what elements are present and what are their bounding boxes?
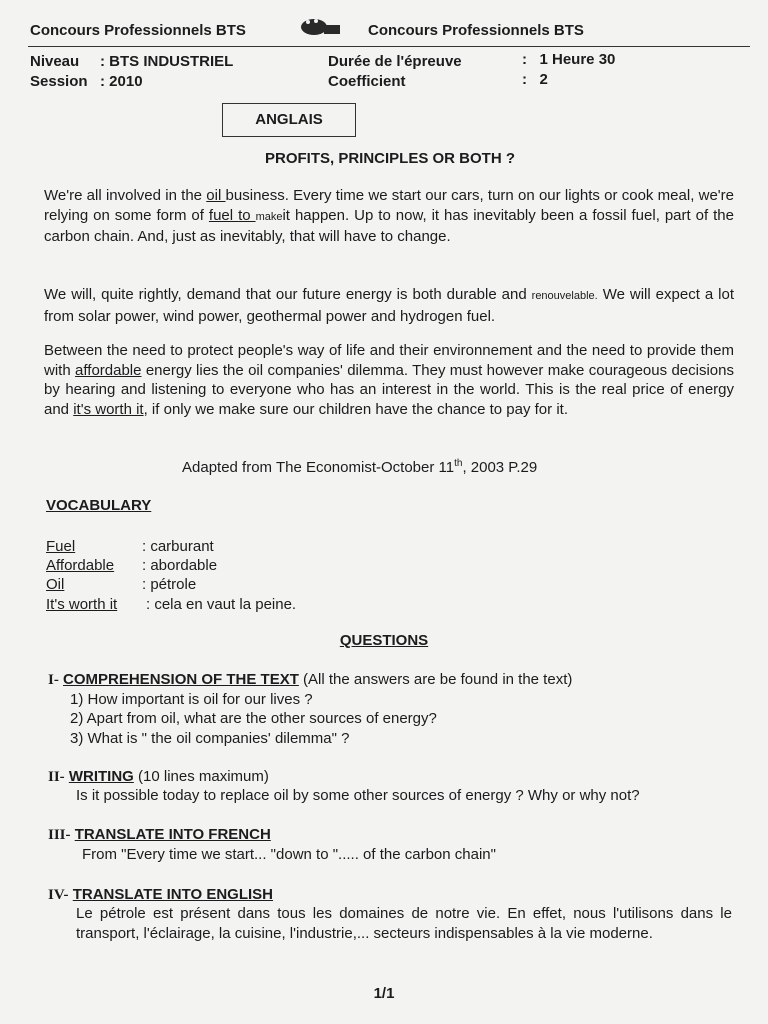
p3-text-c: , if only we make sure our children have the chance to pay for it. — [143, 400, 568, 418]
duree-label: Durée de l'épreuve — [328, 53, 462, 70]
coef-value: : 2 — [522, 71, 548, 88]
vocabulary-title: VOCABULARY — [46, 497, 152, 514]
p1-make: make — [255, 210, 283, 223]
niveau-label: Niveau — [30, 53, 80, 70]
section-translate-french — [48, 826, 271, 844]
p2-text-b: We will expect a lot from solar power, wind power, geothermal power and hydrogen fuel. — [44, 286, 735, 325]
page-number: 1/1 — [373, 985, 395, 1002]
subject-box: ANGLAIS — [222, 103, 356, 137]
niveau-value: : BTS INDUSTRIEL — [100, 53, 234, 70]
section-heading: TRANSLATE INTO FRENCH — [74, 826, 271, 843]
p1-text-b: business. Every time we start our cars, turn on our lights or cook meal, we're relying on some form of — [44, 187, 734, 224]
p1-text-c: to — [238, 206, 256, 224]
p3-affordable: affordable — [75, 361, 142, 379]
header-right: Concours Professionnels BTS — [368, 22, 584, 39]
translate-french-prompt: From "Every time we start... "down to "..... of the carbon chain" — [82, 846, 496, 863]
question-2: 2) Apart from oil, what are the other sources of energy? — [70, 710, 437, 727]
p1-text-a: We're all involved in the — [44, 187, 207, 204]
section-number: III- — [48, 827, 71, 843]
vocab-item — [46, 556, 217, 575]
section-heading: WRITING — [68, 768, 134, 785]
p3-text-a: Between the need to protect people's way of life and their environnement and the need to provide them with — [44, 342, 734, 379]
paragraph-2 — [44, 285, 734, 326]
vocab-term: It's worth it — [46, 596, 118, 613]
header-left: Concours Professionnels BTS — [30, 22, 246, 39]
logo-icon — [298, 16, 342, 38]
title-text: PROFITS, PRINCIPLES OR BOTH ? — [264, 150, 515, 167]
niveau-row — [30, 52, 233, 72]
section-heading: TRANSLATE INTO ENGLISH — [72, 886, 274, 903]
vocab-def: : pétrole — [142, 576, 197, 593]
p2-text-a: We will, quite rightly, demand that our future energy is both durable and — [44, 286, 532, 303]
writing-prompt: Is it possible today to replace oil by some other sources of energy ? Why or why not? — [76, 787, 640, 804]
p1-text-d: it happen. Up to now, it has inevitably been a fossil fuel, part of the carbon chain. And, just as inevitably, that will have to change. — [44, 206, 734, 245]
session-label: Session — [30, 73, 88, 90]
section-note: (10 lines maximum) — [133, 768, 269, 785]
section-number: IV- — [48, 887, 69, 903]
coef-label: Coefficient — [328, 73, 406, 90]
question-3: 3) What is " the oil companies' dilemma" ? — [70, 730, 350, 747]
paragraph-3 — [44, 341, 734, 419]
duree-value: : 1 Heure 30 — [522, 51, 616, 68]
source-prefix: Adapted from The Economist-October 11 — [182, 459, 455, 476]
section-number: I- — [48, 672, 59, 688]
paragraph-1 — [44, 186, 734, 247]
section-comprehension — [48, 671, 572, 689]
section-heading: COMPREHENSION OF THE TEXT — [63, 671, 299, 688]
vocab-item — [46, 595, 296, 614]
section-note: (All the answers are be found in the text) — [298, 671, 573, 688]
question-1: 1) How important is oil for our lives ? — [70, 691, 313, 708]
vocab-item — [46, 537, 214, 556]
p1-oil: oil — [206, 187, 226, 204]
vocab-term: Affordable — [46, 557, 115, 574]
questions-title: QUESTIONS — [339, 632, 429, 649]
section-number: II- — [48, 769, 65, 785]
source-sup: th — [454, 458, 463, 469]
vocab-term: Oil — [46, 576, 65, 593]
p1-fuel: fuel — [208, 206, 239, 224]
section-writing — [48, 768, 269, 786]
source-citation — [182, 458, 537, 476]
translate-english-text: Le pétrole est présent dans tous les domaines de notre vie. En effet, nous l'utilisons dans le transport, l'éclairage, la cuisine, l'industrie,... secteurs indispensables à la vie moderne. — [76, 905, 732, 942]
p3-text-b: energy lies the oil companies' dilemma. They must however make courageous decisions by hearing and listening to everyone who has an interest in the world. This is the real price of energy and — [44, 361, 734, 418]
header-rule — [28, 46, 750, 47]
vocab-item — [46, 575, 196, 594]
vocab-def: : carburant — [142, 538, 214, 555]
vocab-def: : cela en vaut la peine. — [146, 596, 297, 613]
vocab-def: : abordable — [142, 557, 218, 574]
p2-renouvelable: renouvelable. — [531, 290, 598, 302]
section-translate-english — [48, 886, 273, 904]
session-row — [30, 72, 143, 92]
source-suffix: , 2003 P.29 — [462, 459, 538, 476]
session-value: : 2010 — [100, 73, 143, 90]
p3-worth-it: it's worth it — [73, 400, 144, 418]
page-title — [0, 150, 768, 167]
vocab-term: Fuel — [46, 538, 76, 555]
